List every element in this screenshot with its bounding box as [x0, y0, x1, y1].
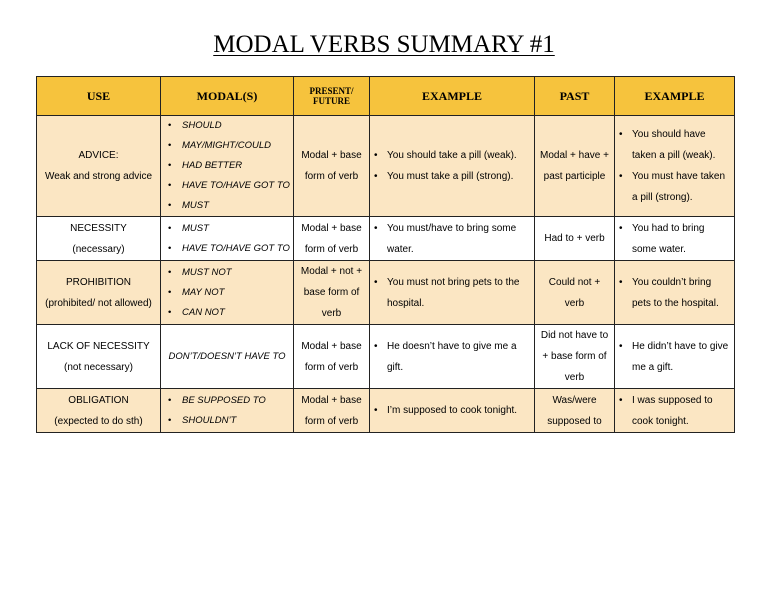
use-title: NECESSITY	[70, 222, 127, 234]
modal-item: • HAVE TO/HAVE GOT TO	[176, 239, 290, 259]
example-cell	[370, 261, 535, 325]
example-item: • You must not bring pets to the hospital.	[385, 272, 531, 314]
modals-cell: DON’T/DOESN’T HAVE TO	[161, 325, 294, 389]
use-title: LACK OF NECESSITY	[47, 340, 150, 352]
example-item: • You must take a pill (strong).	[385, 166, 531, 187]
modal-item: • CAN NOT	[176, 303, 290, 323]
past-form-cell: Could not + verb	[535, 261, 615, 325]
present-form-cell: Modal + base form of verb	[294, 389, 370, 433]
past-example-item: • You should have taken a pill (weak).	[630, 124, 731, 166]
example-item: • I’m supposed to cook tonight.	[385, 400, 531, 421]
modal-item: • MAY NOT	[176, 283, 290, 303]
use-subtitle: Weak and strong advice	[44, 171, 153, 182]
use-subtitle: (not necessary)	[64, 361, 133, 373]
past-example-cell	[615, 389, 735, 433]
modal-item: • SHOULDN’T	[176, 411, 290, 431]
header-past-example: EXAMPLE	[615, 77, 735, 116]
use-cell	[37, 389, 161, 433]
example-item: • You must/have to bring some water.	[385, 218, 531, 260]
modals-cell	[161, 261, 294, 325]
use-subtitle: (necessary)	[72, 243, 125, 255]
past-example-item: • You had to bring some water.	[630, 218, 731, 260]
example-item: • He doesn’t have to give me a gift.	[385, 336, 531, 378]
header-example: EXAMPLE	[370, 77, 535, 116]
use-cell	[37, 325, 161, 389]
header-modals: MODAL(S)	[161, 77, 294, 116]
table-row-obligation	[37, 389, 735, 433]
use-cell	[37, 261, 161, 325]
example-cell	[370, 389, 535, 433]
use-title: PROHIBITION	[65, 276, 131, 288]
past-example-item: • You must have taken a pill (strong).	[630, 166, 731, 208]
present-form-cell: Modal + base form of verb	[294, 325, 370, 389]
modal-item: • HAD BETTER	[176, 156, 290, 176]
modals-cell	[161, 116, 294, 217]
example-cell	[370, 325, 535, 389]
modal-verbs-table	[36, 76, 735, 433]
modal-item: • BE SUPPOSED TO	[176, 391, 290, 411]
header-row	[37, 77, 735, 116]
modal-item: • MUST NOT	[176, 263, 290, 283]
past-example-cell	[615, 325, 735, 389]
example-item: • You should take a pill (weak).	[385, 145, 531, 166]
table-row-advice	[37, 116, 735, 217]
use-title: OBLIGATION	[68, 394, 129, 406]
modal-item: • HAVE TO/HAVE GOT TO	[176, 176, 290, 196]
use-subtitle: (expected to do sth)	[54, 415, 143, 427]
modal-item: • MUST	[176, 219, 290, 239]
past-example-cell	[615, 261, 735, 325]
modal-item: • MAY/MIGHT/COULD	[176, 136, 290, 156]
header-use: USE	[37, 77, 161, 116]
past-example-item: • He didn’t have to give me a gift.	[630, 336, 731, 378]
present-form-cell: Modal + base form of verb	[294, 217, 370, 261]
past-form-cell: Was/were supposed to	[535, 389, 615, 433]
table-row-necessity	[37, 217, 735, 261]
table-row-prohibition	[37, 261, 735, 325]
table-row-lack-of-necessity	[37, 325, 735, 389]
page-title: MODAL VERBS SUMMARY #1	[213, 31, 555, 58]
use-subtitle: (prohibited/ not allowed)	[45, 297, 152, 309]
modal-item: • SHOULD	[176, 116, 290, 136]
use-title: ADVICE:	[78, 150, 119, 161]
example-cell	[370, 116, 535, 217]
past-example-cell	[615, 116, 735, 217]
modals-cell	[161, 217, 294, 261]
header-present-future: PRESENT/ FUTURE	[294, 77, 370, 116]
modals-cell	[161, 389, 294, 433]
use-cell	[37, 217, 161, 261]
past-example-item: • I was supposed to cook tonight.	[630, 390, 731, 432]
modal-item: • MUST	[176, 196, 290, 216]
present-form-cell: Modal + base form of verb	[294, 116, 370, 217]
example-cell	[370, 217, 535, 261]
past-example-item: • You couldn’t bring pets to the hospital.	[630, 272, 731, 314]
past-form-cell: Had to + verb	[535, 217, 615, 261]
header-past: PAST	[535, 77, 615, 116]
past-form-cell: Did not have to + base form of verb	[535, 325, 615, 389]
present-form-cell: Modal + not + base form of verb	[294, 261, 370, 325]
past-example-cell	[615, 217, 735, 261]
past-form-cell: Modal + have + past participle	[535, 116, 615, 217]
use-cell	[37, 116, 161, 217]
